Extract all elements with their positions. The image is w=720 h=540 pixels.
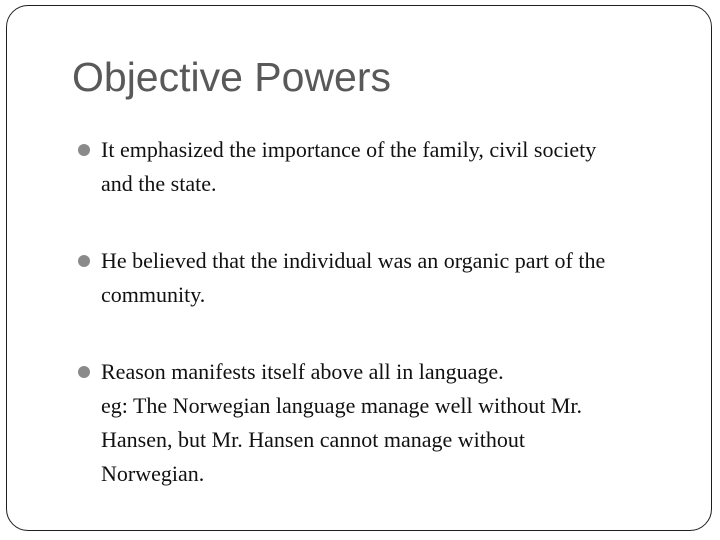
bullet-dot-icon — [78, 144, 90, 156]
example-text-line: Hansen, but Mr. Hansen cannot manage without — [101, 427, 526, 452]
bullet-list — [78, 133, 678, 491]
example-text-line: Norwegian. — [101, 461, 205, 486]
bullet-text-line: It emphasized the importance of the family, civil society — [101, 137, 597, 162]
bullet-text-line: He believed that the individual was an organic part of the — [101, 248, 606, 273]
example-text-line: eg: The Norwegian language manage well without Mr. — [101, 393, 583, 418]
bullet-dot-icon — [78, 366, 90, 378]
slide-title: Objective Powers — [72, 54, 392, 100]
bullet-item — [78, 355, 678, 491]
bullet-item — [78, 244, 678, 312]
bullet-text-line: and the state. — [101, 171, 217, 196]
bullet-item — [78, 133, 678, 201]
bullet-text-line: community. — [101, 282, 206, 307]
bullet-dot-icon — [78, 255, 90, 267]
bullet-text-line: Reason manifests itself above all in language. — [101, 359, 504, 384]
